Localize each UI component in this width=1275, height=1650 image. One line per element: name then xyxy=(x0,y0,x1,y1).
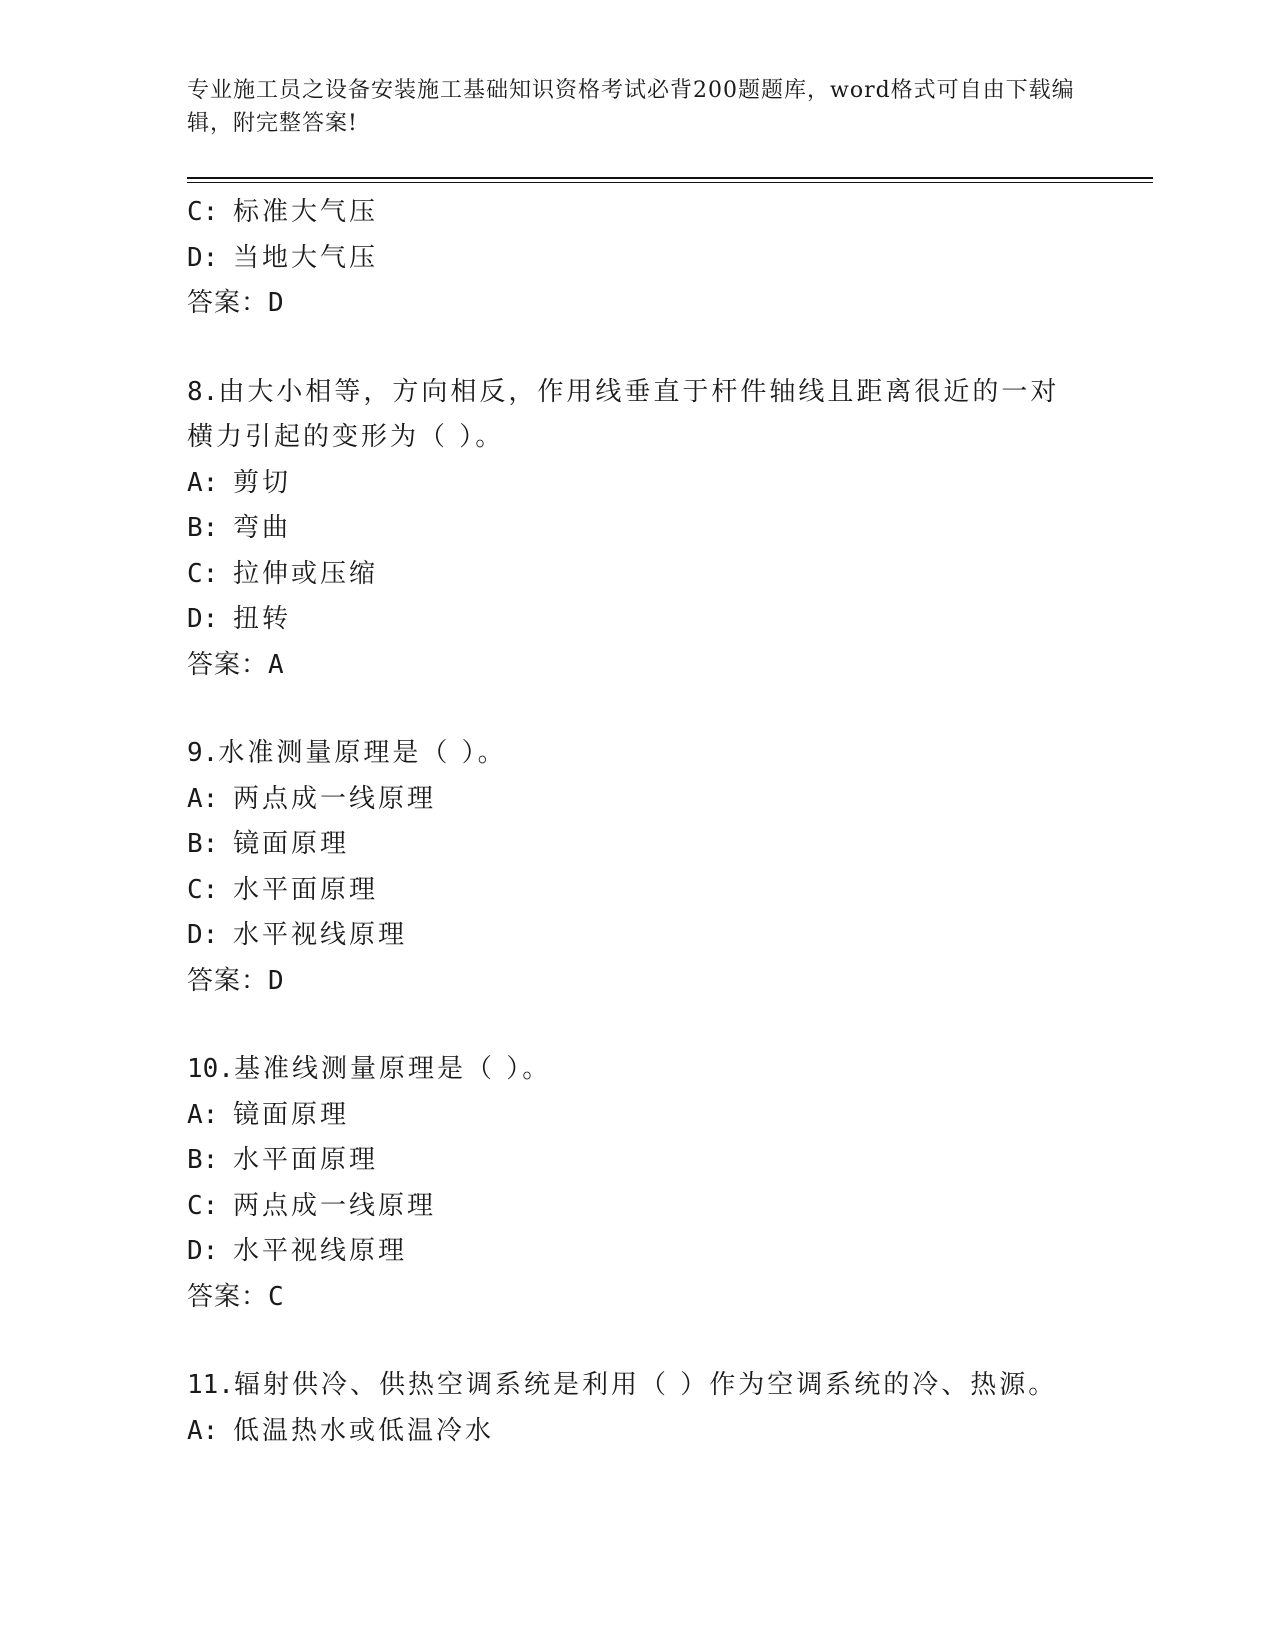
question-text xyxy=(187,370,1153,416)
option-a xyxy=(187,777,1153,823)
document-header: 专业施工员之设备安装施工基础知识资格考试必背200题题库，word格式可自由下载编辑，附完整答案! xyxy=(187,78,1075,136)
option-letter: C: xyxy=(187,874,219,905)
question-number: 9. xyxy=(187,738,219,768)
question-number: 8. xyxy=(187,376,219,407)
option-b xyxy=(187,822,1153,868)
option-a xyxy=(187,1093,1153,1139)
question-text-line1: 由大小相等，方向相反，作用线垂直于杆件轴线且距离很近的一对 xyxy=(218,376,1060,407)
header-rule-thin xyxy=(187,182,1153,183)
option-c xyxy=(187,552,1153,598)
option-d xyxy=(187,597,1153,643)
option-text: 剪切 xyxy=(233,467,292,498)
option-text: 当地大气压 xyxy=(233,242,379,273)
answer-line xyxy=(187,959,1153,1005)
answer-label: 答案： xyxy=(187,965,269,996)
option-letter: C: xyxy=(187,1190,219,1221)
answer-label: 答案： xyxy=(187,649,269,680)
option-text: 水平面原理 xyxy=(233,874,379,905)
header-rule-thick xyxy=(187,177,1153,179)
answer-line xyxy=(187,1275,1153,1321)
question-number: 11. xyxy=(187,1370,234,1400)
option-letter: C: xyxy=(187,558,219,589)
option-c xyxy=(187,190,1153,236)
option-text: 两点成一线原理 xyxy=(233,783,437,814)
option-a xyxy=(187,461,1153,507)
answer-label: 答案： xyxy=(187,1281,269,1312)
option-letter: D: xyxy=(187,1236,219,1266)
option-letter: B: xyxy=(187,829,219,859)
question-text-line1: 基准线测量原理是（ ）。 xyxy=(233,1054,552,1084)
option-b xyxy=(187,506,1153,552)
option-letter: D: xyxy=(187,604,219,634)
option-a xyxy=(187,1409,1153,1455)
option-text: 水平视线原理 xyxy=(233,920,408,950)
option-letter: B: xyxy=(187,513,219,543)
option-text: 两点成一线原理 xyxy=(233,1190,437,1221)
option-letter: D: xyxy=(187,242,219,273)
option-text: 拉伸或压缩 xyxy=(233,558,379,589)
question-text-line1: 水准测量原理是（ ）。 xyxy=(218,738,507,768)
option-c xyxy=(187,1184,1153,1230)
answer-value: A xyxy=(268,649,285,680)
option-letter: D: xyxy=(187,920,219,950)
question-text xyxy=(187,1363,1153,1409)
option-text: 水平视线原理 xyxy=(233,1236,408,1266)
answer-value: C xyxy=(268,1281,285,1312)
question-text-continued xyxy=(187,415,1153,461)
question-number: 10. xyxy=(187,1054,234,1084)
option-text: 镜面原理 xyxy=(233,1099,350,1130)
question-content xyxy=(187,190,1153,1454)
question-text xyxy=(187,1047,1153,1093)
question-text-line1: 辐射供冷、供热空调系统是利用（ ）作为空调系统的冷、热源。 xyxy=(233,1370,1058,1400)
option-c xyxy=(187,868,1153,914)
option-letter: A: xyxy=(187,1415,219,1446)
option-d xyxy=(187,1229,1153,1275)
option-letter: B: xyxy=(187,1145,219,1175)
option-text: 扭转 xyxy=(233,604,292,634)
answer-line xyxy=(187,281,1153,327)
answer-value: D xyxy=(268,965,285,996)
option-text: 标准大气压 xyxy=(233,197,379,227)
option-text: 弯曲 xyxy=(233,513,292,543)
option-letter: A: xyxy=(187,467,219,498)
option-letter: A: xyxy=(187,783,219,814)
option-letter: A: xyxy=(187,1099,219,1130)
answer-value: D xyxy=(268,288,285,318)
option-letter: C: xyxy=(187,197,219,227)
option-text: 水平面原理 xyxy=(233,1145,379,1175)
option-text: 低温热水或低温冷水 xyxy=(233,1415,495,1446)
option-d xyxy=(187,236,1153,282)
question-text-line2: 横力引起的变形为（ ）。 xyxy=(187,422,505,452)
question-text xyxy=(187,731,1153,777)
option-b xyxy=(187,1138,1153,1184)
answer-line xyxy=(187,643,1153,689)
option-d xyxy=(187,913,1153,959)
answer-label: 答案： xyxy=(187,288,269,318)
option-text: 镜面原理 xyxy=(233,829,350,859)
